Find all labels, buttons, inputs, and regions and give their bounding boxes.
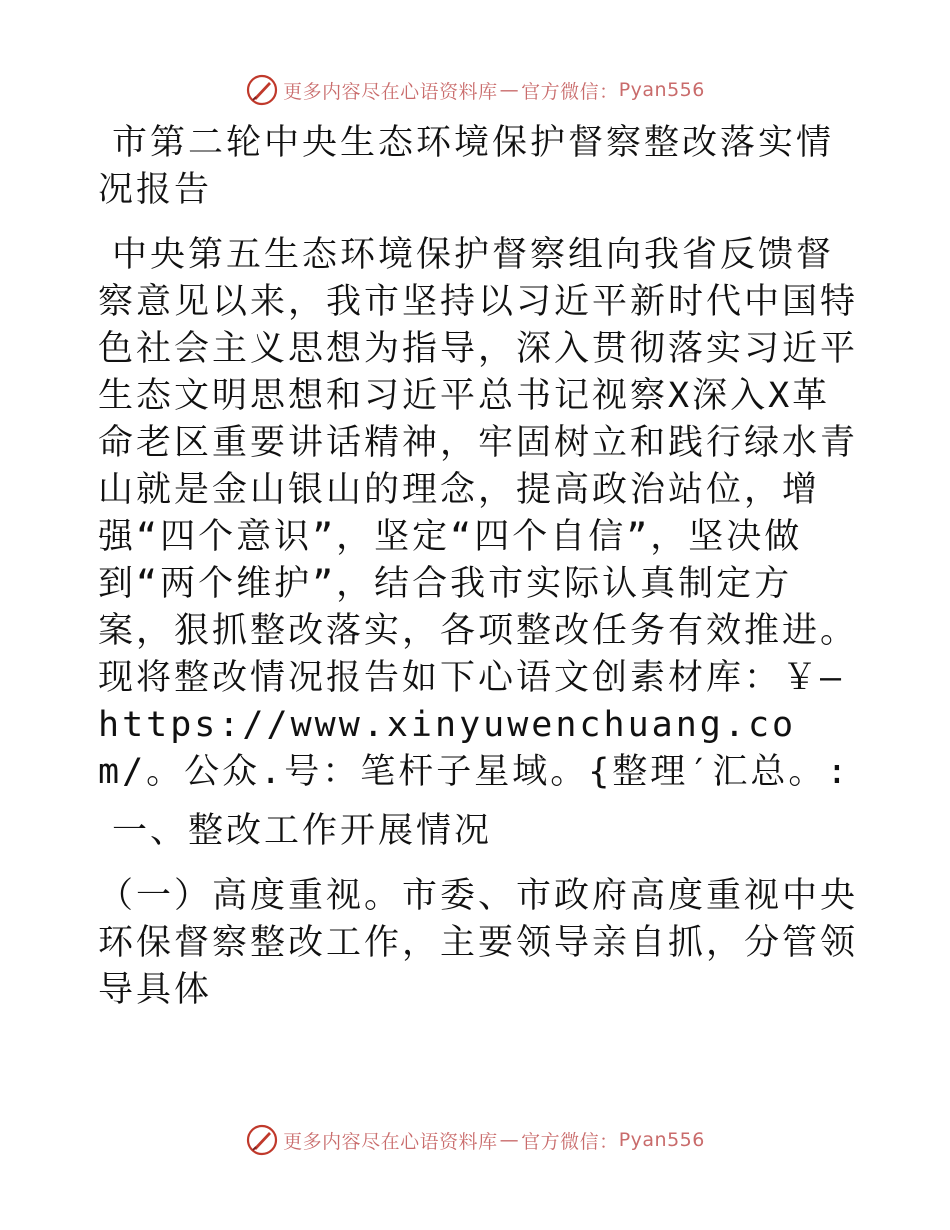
quill-logo-icon <box>245 1123 279 1157</box>
footer-watermark <box>0 1120 950 1160</box>
watermark-dash: — <box>499 79 520 101</box>
watermark-site-text: 更多内容尽在心语资料库 <box>283 1130 498 1153</box>
document-body <box>98 120 858 1014</box>
intro-paragraph: 中央第五生态环境保护督察组向我省反馈督察意见以来，我市坚持以习近平新时代中国特色社会主义思想为指导，深入贯彻落实习近平生态文明思想和习近平总书记视察X深入X革命老区重要讲话精神，牢固树立和践行绿水青山就是金山银山的理念，提高政治站位，增强“四个意识”，坚定“四个自信”，坚决做到“两个维护”，结合我市实际认真制定方案，狠抓整改落实，各项整改任务有效推进。现将整改情况报告如下心语文创素材库：￥—https://www.xinyuwenchuang.com/。公众.号：笔杆子星域。{整理′汇总。: <box>98 235 859 792</box>
section-heading-1: 一、整改工作开展情况 <box>112 811 493 851</box>
watermark-site-text: 更多内容尽在心语资料库 <box>283 80 498 103</box>
watermark-wechat-id: Pyan556 <box>618 1129 705 1151</box>
quill-logo-icon <box>245 73 279 107</box>
document-title: 市第二轮中央生态环境保护督察整改落实情况报告 <box>98 123 835 210</box>
section-1-paragraph: （一）高度重视。市委、市政府高度重视中央环保督察整改工作，主要领导亲自抓，分管领导具体 <box>98 876 859 1010</box>
watermark-wechat-label: 官方微信： <box>521 80 619 103</box>
watermark-wechat-id: Pyan556 <box>618 79 705 101</box>
watermark-dash: — <box>499 1129 520 1151</box>
header-watermark <box>0 70 950 110</box>
watermark-wechat-label: 官方微信： <box>521 1130 619 1153</box>
